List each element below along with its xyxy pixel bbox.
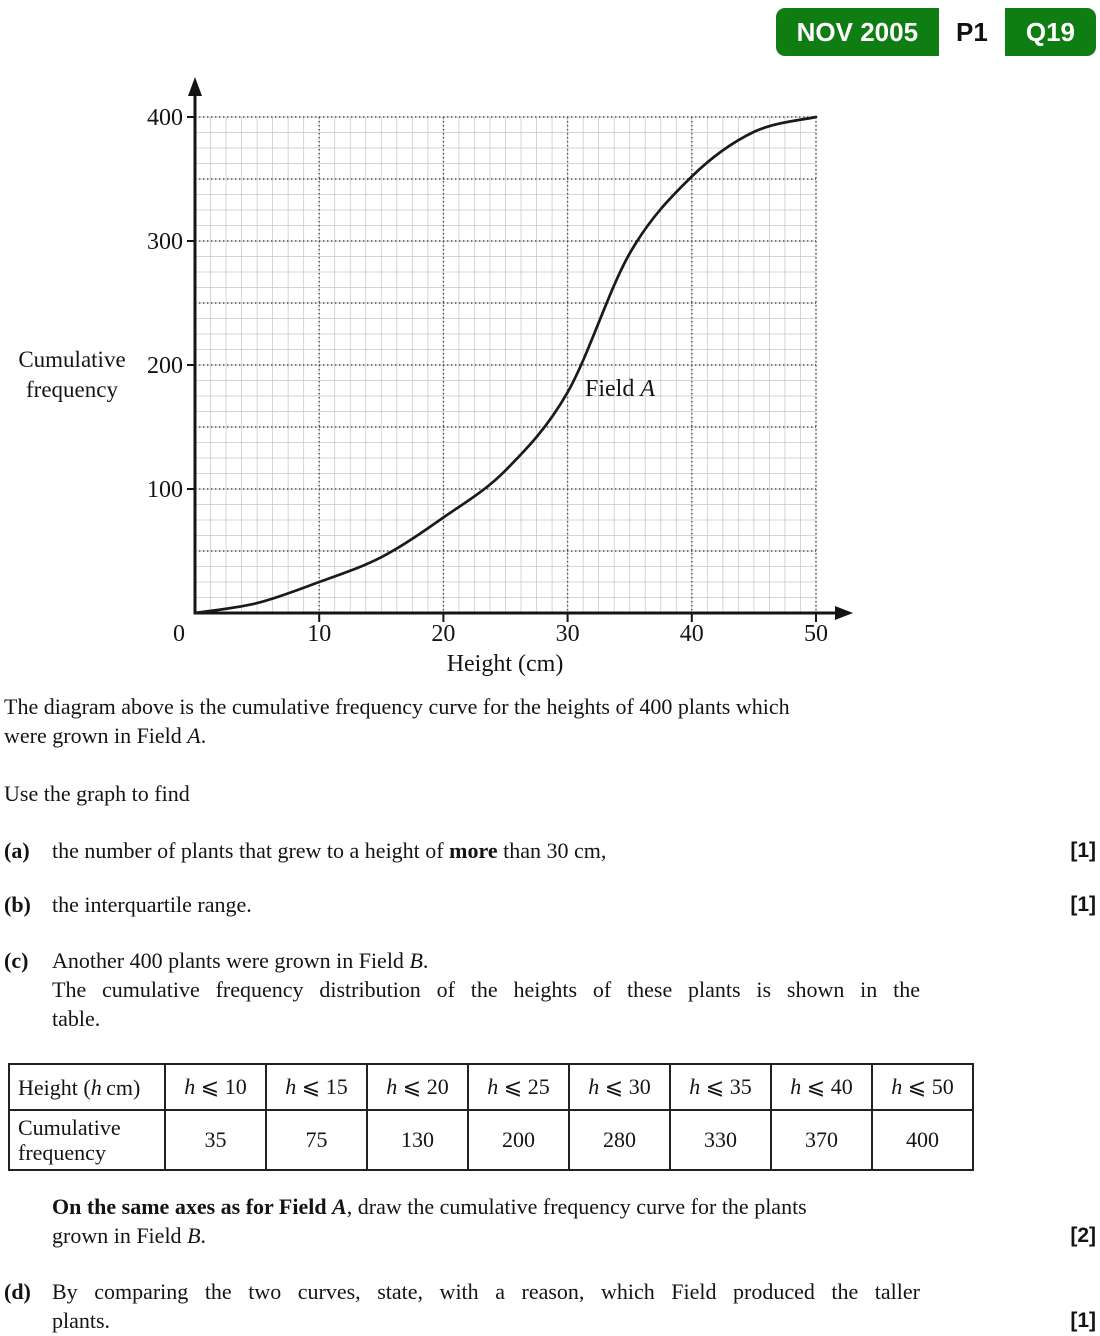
cumulative-frequency-chart (0, 75, 880, 693)
text-segment: . (200, 723, 207, 748)
x-axis-arrow (835, 606, 853, 620)
text-segment: than 30 cm, (497, 838, 607, 863)
table-cf-value-10: 35 (165, 1110, 266, 1170)
text-segment: On the same axes as for Field (52, 1194, 333, 1219)
part-c-line-2 (52, 975, 920, 1004)
text-segment: Another 400 plants were grown in Field (52, 948, 410, 973)
x-tick-label: 50 (804, 621, 828, 647)
badge-paper: P1 (939, 8, 1005, 56)
text-segment: cm) (101, 1074, 141, 1100)
x-tick-label: 30 (555, 621, 580, 647)
text-segment: were grown in Field (4, 723, 188, 748)
part-a (4, 836, 1096, 865)
part-a-label: (a) (4, 838, 30, 863)
text-segment: A (332, 1194, 347, 1219)
part-c-draw-marks: [2] (1070, 1224, 1096, 1247)
y-tick-label: 400 (147, 105, 183, 131)
intro-line-2 (4, 721, 1096, 750)
table-header-row (9, 1064, 973, 1110)
text-segment: B (409, 948, 423, 973)
part-a-marks: [1] (1070, 839, 1096, 862)
part-b-text (52, 890, 1096, 919)
table-header-cumulative-frequency: Cumulative frequency (9, 1110, 165, 1170)
part-c-line-3 (52, 1004, 1096, 1033)
text-segment: more (449, 838, 498, 863)
text-segment: By comparing the two curves, state, with a reason, which Field produced the taller (52, 1279, 920, 1304)
table-cf-value-35: 330 (670, 1110, 771, 1170)
text-segment: the interquartile range. (52, 892, 252, 917)
table-cf-value-20: 130 (367, 1110, 468, 1170)
x-axis-title: Height (cm) (446, 651, 564, 677)
field-a-annotation: Field A (585, 376, 656, 402)
part-c-draw-line-2 (52, 1221, 1096, 1250)
x-tick-label: 20 (431, 621, 456, 647)
part-b (4, 890, 1096, 919)
badge-question: Q19 (1005, 8, 1096, 56)
text-segment: Height ( (18, 1074, 91, 1100)
part-b-label: (b) (4, 892, 31, 917)
table-values-row (9, 1110, 973, 1170)
text-segment: grown in Field (52, 1223, 188, 1248)
part-d-line-1 (52, 1277, 920, 1306)
part-c (4, 946, 1096, 1033)
use-graph-line (4, 779, 1096, 808)
text-segment: The diagram above is the cumulative frequency curve for the heights of 400 plants which (4, 694, 790, 719)
table-col-header-35: h ⩽ 35 (670, 1064, 771, 1110)
table-col-header-50: h ⩽ 50 (872, 1064, 973, 1110)
table-cf-value-25: 200 (468, 1110, 569, 1170)
part-a-text (52, 836, 1096, 865)
text-segment: B (187, 1223, 201, 1248)
text-segment: The cumulative frequency distribution of the heights of these plants is shown in the (52, 977, 920, 1002)
part-b-marks: [1] (1070, 893, 1096, 916)
table-col-header-15: h ⩽ 15 (266, 1064, 367, 1110)
y-axis-arrow (188, 77, 202, 96)
text-segment: the number of plants that grew to a height of (52, 838, 450, 863)
part-d (4, 1277, 1096, 1335)
part-c-label: (c) (4, 948, 29, 973)
part-c-draw-line-1 (52, 1192, 1096, 1221)
table-col-header-25: h ⩽ 25 (468, 1064, 569, 1110)
table-col-header-20: h ⩽ 20 (367, 1064, 468, 1110)
x-tick-label: 10 (307, 621, 332, 647)
part-c-draw (4, 1192, 1096, 1250)
text-segment: . (422, 948, 429, 973)
x-tick-label: 40 (679, 621, 704, 647)
text-segment: table. (52, 1006, 101, 1031)
y-tick-label: 200 (147, 353, 183, 379)
part-c-line-1 (52, 946, 1096, 975)
text-segment: , draw the cumulative frequency curve for the plants (346, 1194, 807, 1219)
table-cf-value-15: 75 (266, 1110, 367, 1170)
table-col-header-10: h ⩽ 10 (165, 1064, 266, 1110)
origin-label: 0 (173, 621, 185, 647)
text-segment: h (90, 1074, 102, 1100)
table-col-header-30: h ⩽ 30 (569, 1064, 670, 1110)
part-d-line-2 (52, 1306, 1096, 1335)
table-cf-value-30: 280 (569, 1110, 670, 1170)
y-axis-title: frequency (26, 377, 118, 402)
y-tick-label: 100 (147, 477, 183, 503)
y-axis-title: Cumulative (18, 347, 126, 372)
table-header-height (9, 1064, 165, 1110)
part-d-label: (d) (4, 1279, 31, 1304)
table-cf-value-40: 370 (771, 1110, 872, 1170)
part-d-marks: [1] (1070, 1309, 1096, 1332)
table-col-header-40: h ⩽ 40 (771, 1064, 872, 1110)
question-badge (776, 8, 1096, 56)
text-segment: . (200, 1223, 207, 1248)
y-tick-label: 300 (147, 229, 183, 255)
table-cf-value-50: 400 (872, 1110, 973, 1170)
field-b-table (8, 1063, 974, 1171)
text-segment: plants. (52, 1308, 111, 1333)
text-segment: Use the graph to find (4, 781, 190, 806)
badge-session: NOV 2005 (776, 8, 939, 56)
intro-line-1 (4, 692, 1096, 721)
text-segment: A (187, 723, 201, 748)
intro-paragraph (4, 692, 1096, 750)
